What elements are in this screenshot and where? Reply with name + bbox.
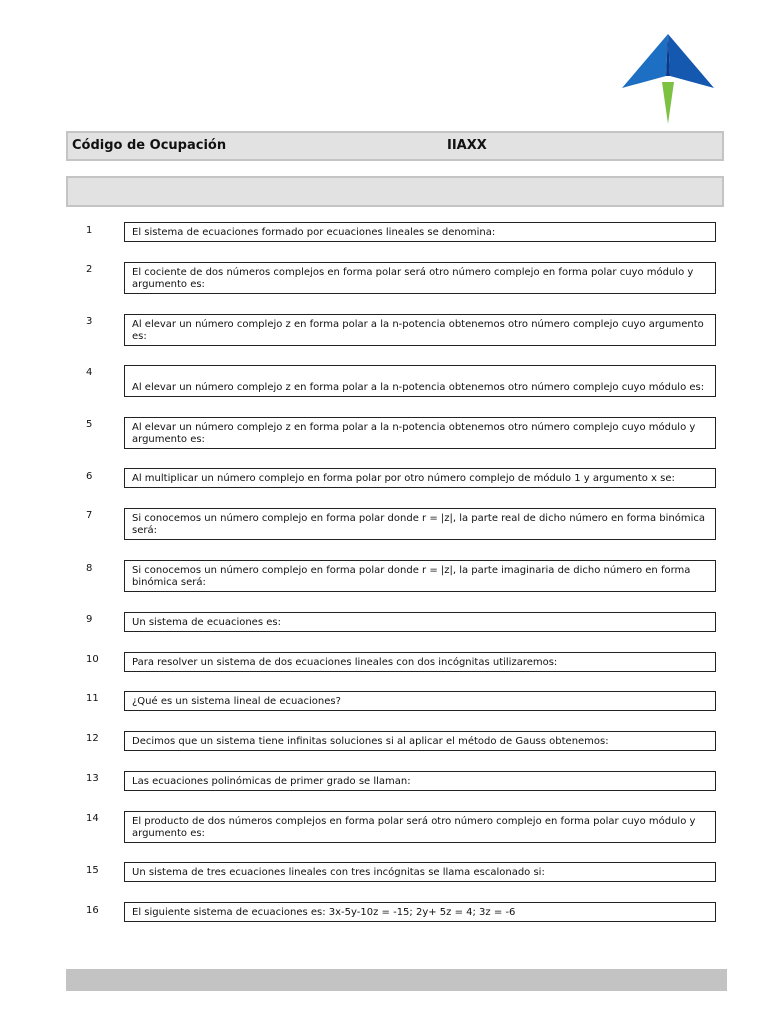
question-number: 13 [86,773,99,784]
question-box [124,468,716,488]
question-number: 8 [86,563,93,574]
question-number: 5 [86,419,93,430]
question-number: 2 [86,264,93,275]
question-text: El sistema de ecuaciones formado por ecuaciones lineales se denomina: [132,227,496,238]
question-box [124,862,716,882]
question-box [124,731,716,751]
question-box [124,314,716,346]
occupation-code-label: Código de Ocupación [72,138,227,153]
question-text: El producto de dos números complejos en forma polar será otro número complejo en forma polar cuyo módulo y argumento es: [132,816,696,839]
question-text: Al elevar un número complejo z en forma polar a la n-potencia obtenemos otro número complejo cuyo argumento es: [132,319,704,342]
question-number: 7 [86,510,93,521]
question-number: 6 [86,471,93,482]
question-box [124,262,716,294]
occupation-code-value: IIAXX [447,138,487,153]
question-number: 4 [86,367,93,378]
question-number: 10 [86,654,99,665]
question-box [124,222,716,242]
question-text: Un sistema de ecuaciones es: [132,617,281,628]
question-number: 16 [86,905,99,916]
occupation-code-header [66,131,724,161]
question-text: Para resolver un sistema de dos ecuaciones lineales con dos incógnitas utilizaremos: [132,657,558,668]
question-text: Las ecuaciones polinómicas de primer grado se llaman: [132,776,411,787]
question-box [124,508,716,540]
question-box [124,560,716,592]
question-text: ¿Qué es un sistema lineal de ecuaciones? [132,696,341,707]
question-text: Si conocemos un número complejo en forma polar donde r = |z|, la parte real de dicho número en forma binómica será: [132,513,705,536]
question-box [124,691,716,711]
question-text: Al multiplicar un número complejo en forma polar por otro número complejo de módulo 1 y argumento x se: [132,473,675,484]
question-number: 1 [86,225,93,236]
question-text: Un sistema de tres ecuaciones lineales con tres incógnitas se llama escalonado si: [132,867,545,878]
question-text: Al elevar un número complejo z en forma polar a la n-potencia obtenemos otro número complejo cuyo módulo y argumento es: [132,422,696,445]
question-box [124,417,716,449]
question-text: Al elevar un número complejo z en forma polar a la n-potencia obtenemos otro número complejo cuyo módulo es: [132,382,705,393]
question-number: 3 [86,316,93,327]
question-text: El cociente de dos números complejos en forma polar será otro número complejo en forma polar cuyo módulo y argumento es: [132,267,694,290]
question-box [124,652,716,672]
question-box [124,365,716,397]
company-logo-icon [620,32,716,126]
question-number: 14 [86,813,99,824]
question-text: Decimos que un sistema tiene infinitas soluciones si al aplicar el método de Gauss obtenemos: [132,736,609,747]
question-number: 15 [86,865,99,876]
footer-bar [66,969,727,991]
blank-header-field [66,176,724,207]
question-box [124,902,716,922]
question-text: Si conocemos un número complejo en forma polar donde r = |z|, la parte imaginaria de dicho número en forma binómica será: [132,565,691,588]
question-box [124,771,716,791]
question-box [124,612,716,632]
question-number: 12 [86,733,99,744]
question-text: El siguiente sistema de ecuaciones es: 3x-5y-10z = -15; 2y+ 5z = 4; 3z = -6 [132,907,516,918]
question-number: 11 [86,693,99,704]
question-box [124,811,716,843]
question-number: 9 [86,614,93,625]
